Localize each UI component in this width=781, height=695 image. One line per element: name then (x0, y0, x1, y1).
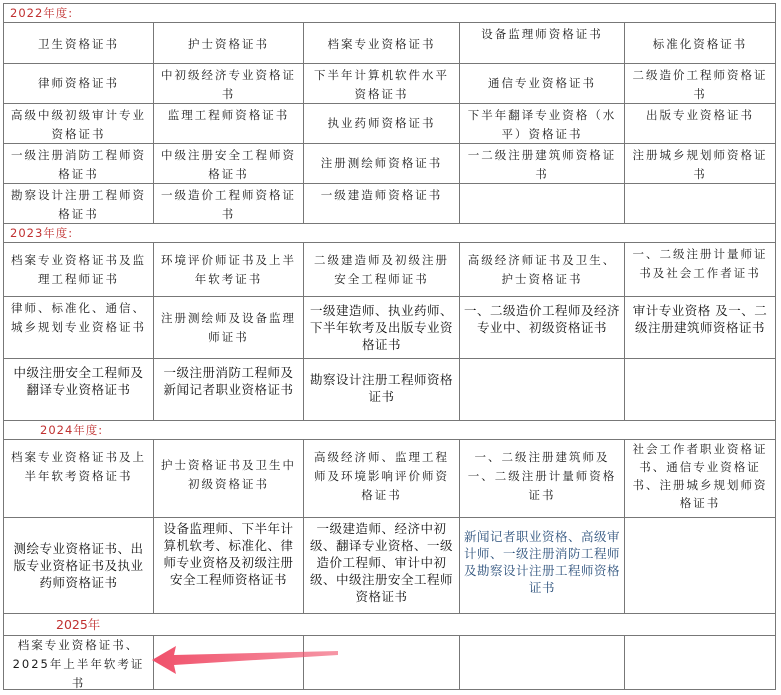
table-cell (624, 517, 776, 613)
table-cell: 监理工程师资格证书 (153, 103, 303, 143)
year-header-2023 (3, 223, 776, 242)
table-cell: 二级造价工程师资格证书 (624, 63, 776, 103)
table-cell: 档案专业资格证书、2025年上半年软考证书 (3, 635, 153, 690)
table-cell: 中初级经济专业资格证书 (153, 63, 303, 103)
table-cell (459, 635, 624, 690)
certificate-table (3, 3, 776, 690)
year-label: 2022年度: (10, 6, 74, 20)
table-cell: 下半年计算机软件水平资格证书 (303, 63, 459, 103)
year-label: 2025年 (56, 617, 101, 632)
table-cell: 出版专业资格证书 (624, 103, 776, 143)
table-cell: 勘察设计注册工程师资格证书 (303, 358, 459, 420)
year-header-2022 (3, 3, 776, 22)
table-cell: 档案专业资格证书及监理工程师证书 (3, 242, 153, 296)
table-cell: 一级建造师、执业药师、下半年软考及出版专业资格证书 (303, 296, 459, 358)
table-cell: 一二级注册建筑师资格证书 (459, 143, 624, 183)
table-cell: 二级建造师及初级注册安全工程师证书 (303, 242, 459, 296)
table-cell: 律师资格证书 (3, 63, 153, 103)
table-cell: 护士资格证书及卫生中初级资格证书 (153, 439, 303, 517)
table-cell: 中级注册安全工程师资格证书 (153, 143, 303, 183)
table-cell: 通信专业资格证书 (459, 63, 624, 103)
table-cell: 注册测绘师资格证书 (303, 143, 459, 183)
table-cell (153, 635, 303, 690)
table-cell: 高级中级初级审计专业资格证书 (3, 103, 153, 143)
table-cell (459, 183, 624, 223)
table-cell: 注册测绘师及设备监理师证书 (153, 296, 303, 358)
table-cell: 一级造价工程师资格证书 (153, 183, 303, 223)
table-cell: 注册城乡规划师资格证书 (624, 143, 776, 183)
table-cell: 档案专业资格证书及上半年软考资格证书 (3, 439, 153, 517)
table-cell: 环境评价师证书及上半年软考证书 (153, 242, 303, 296)
table-cell: 护士资格证书 (153, 22, 303, 63)
year-header-2025 (3, 613, 153, 635)
table-cell: 新闻记者职业资格、高级审计师、一级注册消防工程师及勘察设计注册工程师资格证书 (459, 517, 624, 613)
table-cell: 社会工作者职业资格证书、通信专业资格证书、注册城乡规划师资格证书 (624, 439, 776, 517)
table-cell: 卫生资格证书 (3, 22, 153, 63)
table-cell (459, 358, 624, 420)
table-cell: 一级注册消防工程师及新闻记者职业资格证书 (153, 358, 303, 420)
table-cell: 一、二级注册建筑师及一、二级注册计量师资格证书 (459, 439, 624, 517)
table-cell: 测绘专业资格证书、出版专业资格证书及执业药师资格证书 (3, 517, 153, 613)
table-cell (624, 183, 776, 223)
table-cell: 高级经济师、监理工程师及环境影响评价师资格证书 (303, 439, 459, 517)
table-cell: 审计专业资格 及一、二级注册建筑师资格证书 (624, 296, 776, 358)
table-cell: 标准化资格证书 (624, 22, 776, 63)
table-cell: 档案专业资格证书 (303, 22, 459, 63)
year-label: 2024年度: (40, 423, 104, 437)
table-cell: 高级经济师证书及卫生、护士资格证书 (459, 242, 624, 296)
table-cell: 一、二级造价工程师及经济专业中、初级资格证书 (459, 296, 624, 358)
table-cell: 执业药师资格证书 (303, 103, 459, 143)
table-cell: 下半年翻译专业资格（水平）资格证书 (459, 103, 624, 143)
table-cell: 设备监理师、下半年计算机软考、标准化、律师专业资格及初级注册安全工程师资格证书 (153, 517, 303, 613)
table-cell: 设备监理师资格证书 (459, 22, 624, 63)
table-cell: 一级建造师、经济中初级、翻译专业资格、一级造价工程师、审计中初级、中级注册安全工程师资格证书 (303, 517, 459, 613)
table-cell: 一级建造师资格证书 (303, 183, 459, 223)
table-cell (303, 635, 459, 690)
table-cell (624, 635, 776, 690)
year-label: 2023年度: (10, 226, 74, 240)
table-cell: 一级注册消防工程师资格证书 (3, 143, 153, 183)
table-cell (624, 358, 776, 420)
table-cell: 律师、标准化、通信、城乡规划专业资格证书 (3, 296, 153, 358)
table-cell: 一、二级注册计量师证书及社会工作者证书 (624, 242, 776, 296)
table-cell: 中级注册安全工程师及翻译专业资格证书 (3, 358, 153, 420)
table-cell: 勘察设计注册工程师资格证书 (3, 183, 153, 223)
year-header-2024 (3, 420, 776, 439)
table-cell (153, 613, 776, 635)
